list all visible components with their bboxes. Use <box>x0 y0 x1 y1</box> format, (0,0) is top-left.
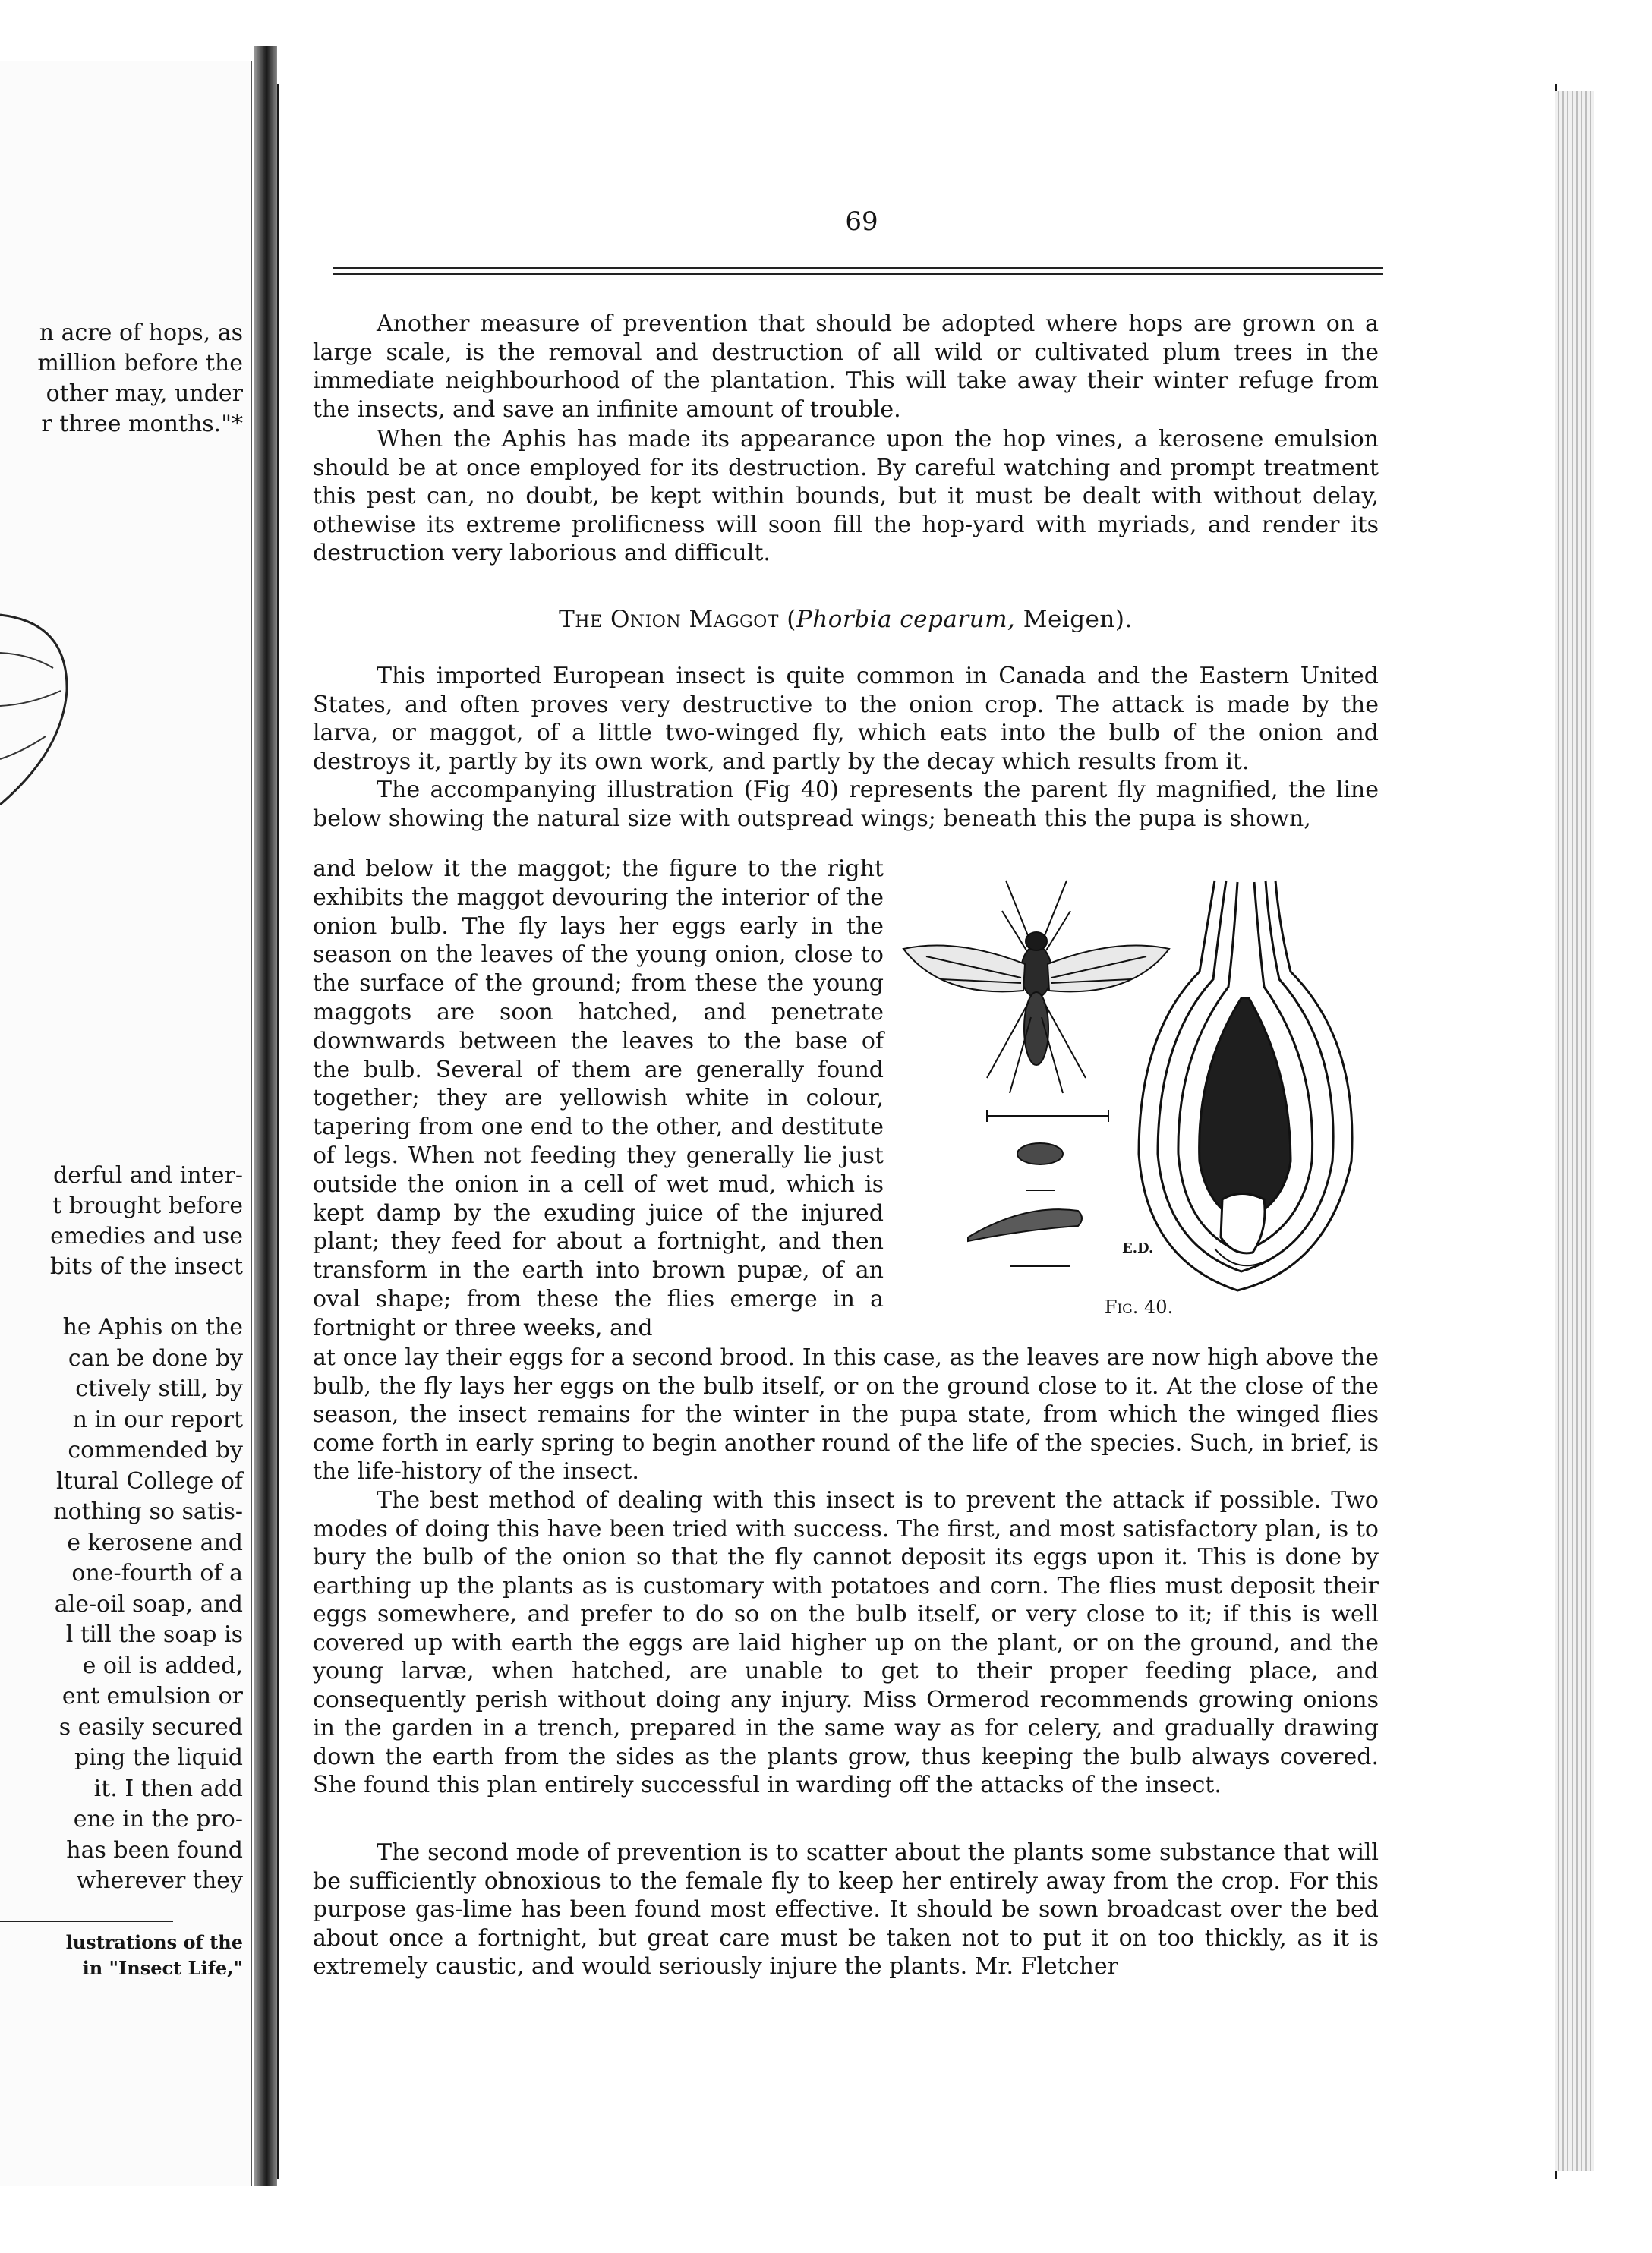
pupa-drawing <box>1017 1143 1063 1190</box>
left-page-line: in "Insect Life," <box>82 1957 243 1979</box>
page-number: 69 <box>845 206 878 237</box>
left-page-figure-fragment <box>0 607 91 820</box>
header-rule-double <box>333 273 1383 275</box>
left-page-line: emedies and use <box>50 1223 243 1249</box>
page-edges <box>1555 91 1594 2171</box>
paragraph-aphis-emulsion: When the Aphis has made its appearance upon the hop vines, a kerosene emulsion should be at once employed for its destruction. By careful watching and prompt treatment this pest can, no doubt, be kept within bounds, but it must be dealt with without delay, othewise its extreme prolificness will soon fill the hop-yard with myriads, and render its destruction very laborious and difficult. <box>313 426 1379 566</box>
paragraph-life-history-continued: at once lay their eggs for a second brood. In this case, as the leaves are now high above the bulb, the fly lays her eggs on the bulb itself, or on the ground close to it. At the close of the season, the insect remains for the winter in the pupa state, from which the winged flies come forth in early spring to begin another round of the life of the species. Such, in brief, is the life-history of the insect. <box>313 1344 1379 1485</box>
left-page-fragment <box>0 61 252 2186</box>
left-page-line: he Aphis on the <box>62 1314 243 1341</box>
left-page-line: s easily secured <box>58 1713 243 1741</box>
left-page-line: ene in the pro- <box>73 1806 243 1832</box>
left-page-line: ctively still, by <box>75 1375 243 1402</box>
left-page-line: commended by <box>68 1437 243 1464</box>
left-page-line: ent emulsion or <box>61 1683 243 1709</box>
section-heading-author: Meigen). <box>1015 606 1133 633</box>
paragraph-life-history-wrapped: and below it the maggot; the figure to the right exhibits the maggot devouring the interior of the onion bulb. The fly lays her eggs early in the season on the leaves of the young onion, close to the surface of the ground; from these the young maggots are soon hatched, and penetrate downwards between the leaves to the base of the bulb. Several of them are generally found together; they are yellowish white in colour, tapering from one end to the other, and destitute of legs. When not feeding they generally lie just outside the onion in a cell of wet mud, which is kept damp by the exuding juice of the injured plant; they feed for about a fortnight, and then transform in the earth into brown pupæ, of an oval shape; from these the flies emerge in a fortnight or three weeks, and <box>313 856 884 1341</box>
left-page-line: l till the soap is <box>65 1621 243 1648</box>
paragraph-onion-maggot-intro: This imported European insect is quite common in Canada and the Eastern United States, and often proves very destructive to the onion crop. The attack is made by the larva, or maggot, of a little two-winged fly, which eats into the bulb of the onion and destroys it, partly by its own work, and partly by the decay which results from it. <box>313 663 1379 775</box>
left-page-line: e oil is added, <box>82 1652 243 1679</box>
maggot-drawing <box>968 1209 1082 1266</box>
header-rule <box>333 267 1383 269</box>
onion-fly-drawing <box>903 881 1169 1093</box>
left-page-line: other may, under <box>46 380 243 407</box>
fig-40-illustration <box>896 865 1382 1298</box>
left-page-line: derful and inter- <box>52 1162 243 1189</box>
book-gutter <box>254 46 277 2186</box>
paragraph-hop-prevention: Another measure of prevention that should be adopted where hops are grown on a large scale, is the removal and destruction of all wild or cultivated plum trees in the immediate neighbourhood of the plantation. This will take away their winter refuge from the insects, and save an infinite amount of trouble. <box>313 310 1379 423</box>
left-page-line: one-fourth of a <box>71 1560 243 1587</box>
paragraph-prevention-methods: The best method of dealing with this insect is to prevent the attack if possible. Two modes of doing this have been tried with success. The first, and most satisfactory plan, is to bury the bulb of the onion so that the fly cannot deposit its eggs upon it. This is done by earthing up the plants as is customary with potatoes and corn. The flies must deposit their eggs somewhere, and prefer to do so on the bulb itself, or very close to it; if this is well covered up with earth the eggs are laid higher up on the plant, or on the ground, and the young larvæ, when hatched, are unable to get to their proper feeding place, and consequently perish without doing any injury. Miss Ormerod recommends growing onions in the garden in a trench, prepared in the same way as for celery, and gradually drawing down the earth from the sides as the plants grow, thus keeping the bulb always covered. She found this plan entirely successful in warding off the attacks of the insect. <box>313 1487 1379 1798</box>
left-page-footnote-rule <box>0 1921 173 1922</box>
left-page-line: it. I then add <box>93 1775 243 1802</box>
left-page-line: e kerosene and <box>67 1529 243 1556</box>
left-page-line: n acre of hops, as <box>39 320 243 346</box>
onion-bulb-section-drawing <box>1139 881 1352 1290</box>
natural-size-line <box>987 1110 1108 1122</box>
left-page-line: million before the <box>37 350 243 377</box>
figure-caption: Fig. 40. <box>1104 1297 1174 1318</box>
left-page-line: lustrations of the <box>65 1931 243 1953</box>
section-heading-latin-name: Phorbia ceparum, <box>796 606 1016 633</box>
section-heading <box>313 606 1379 633</box>
left-page-line: ltural College of <box>56 1467 243 1495</box>
left-page-line: ale-oil soap, and <box>54 1590 243 1618</box>
left-page-line: r three months."* <box>41 411 243 437</box>
left-page-line: ping the liquid <box>74 1744 243 1771</box>
left-page-line: can be done by <box>68 1344 243 1372</box>
left-page-line: bits of the insect <box>49 1253 243 1280</box>
left-page-line: t brought before <box>52 1193 243 1219</box>
left-page-line: n in our report <box>72 1406 243 1433</box>
paragraph-illustration-intro: The accompanying illustration (Fig 40) represents the parent fly magnified, the line below showing the natural size with outspread wings; beneath this the pupa is shown, <box>313 777 1379 832</box>
left-page-line: nothing so satis- <box>53 1498 243 1525</box>
paragraph-gas-lime: The second mode of prevention is to scatter about the plants some substance that will be sufficiently obnoxious to the female fly to keep her entirely away from the crop. For this purpose gas-lime has been found most effective. It should be sown broadcast over the bed about once a fortnight, but great care must be taken not to put it on too thickly, as it is extremely caustic, and would seriously injure the plants. Mr. Fletcher <box>313 1839 1379 1980</box>
left-page-line: has been found <box>66 1836 243 1864</box>
section-heading-title: The Onion Maggot ( <box>559 606 796 633</box>
figure-engraver-initials: E.D. <box>1122 1240 1154 1256</box>
left-page-line: wherever they <box>76 1867 243 1894</box>
